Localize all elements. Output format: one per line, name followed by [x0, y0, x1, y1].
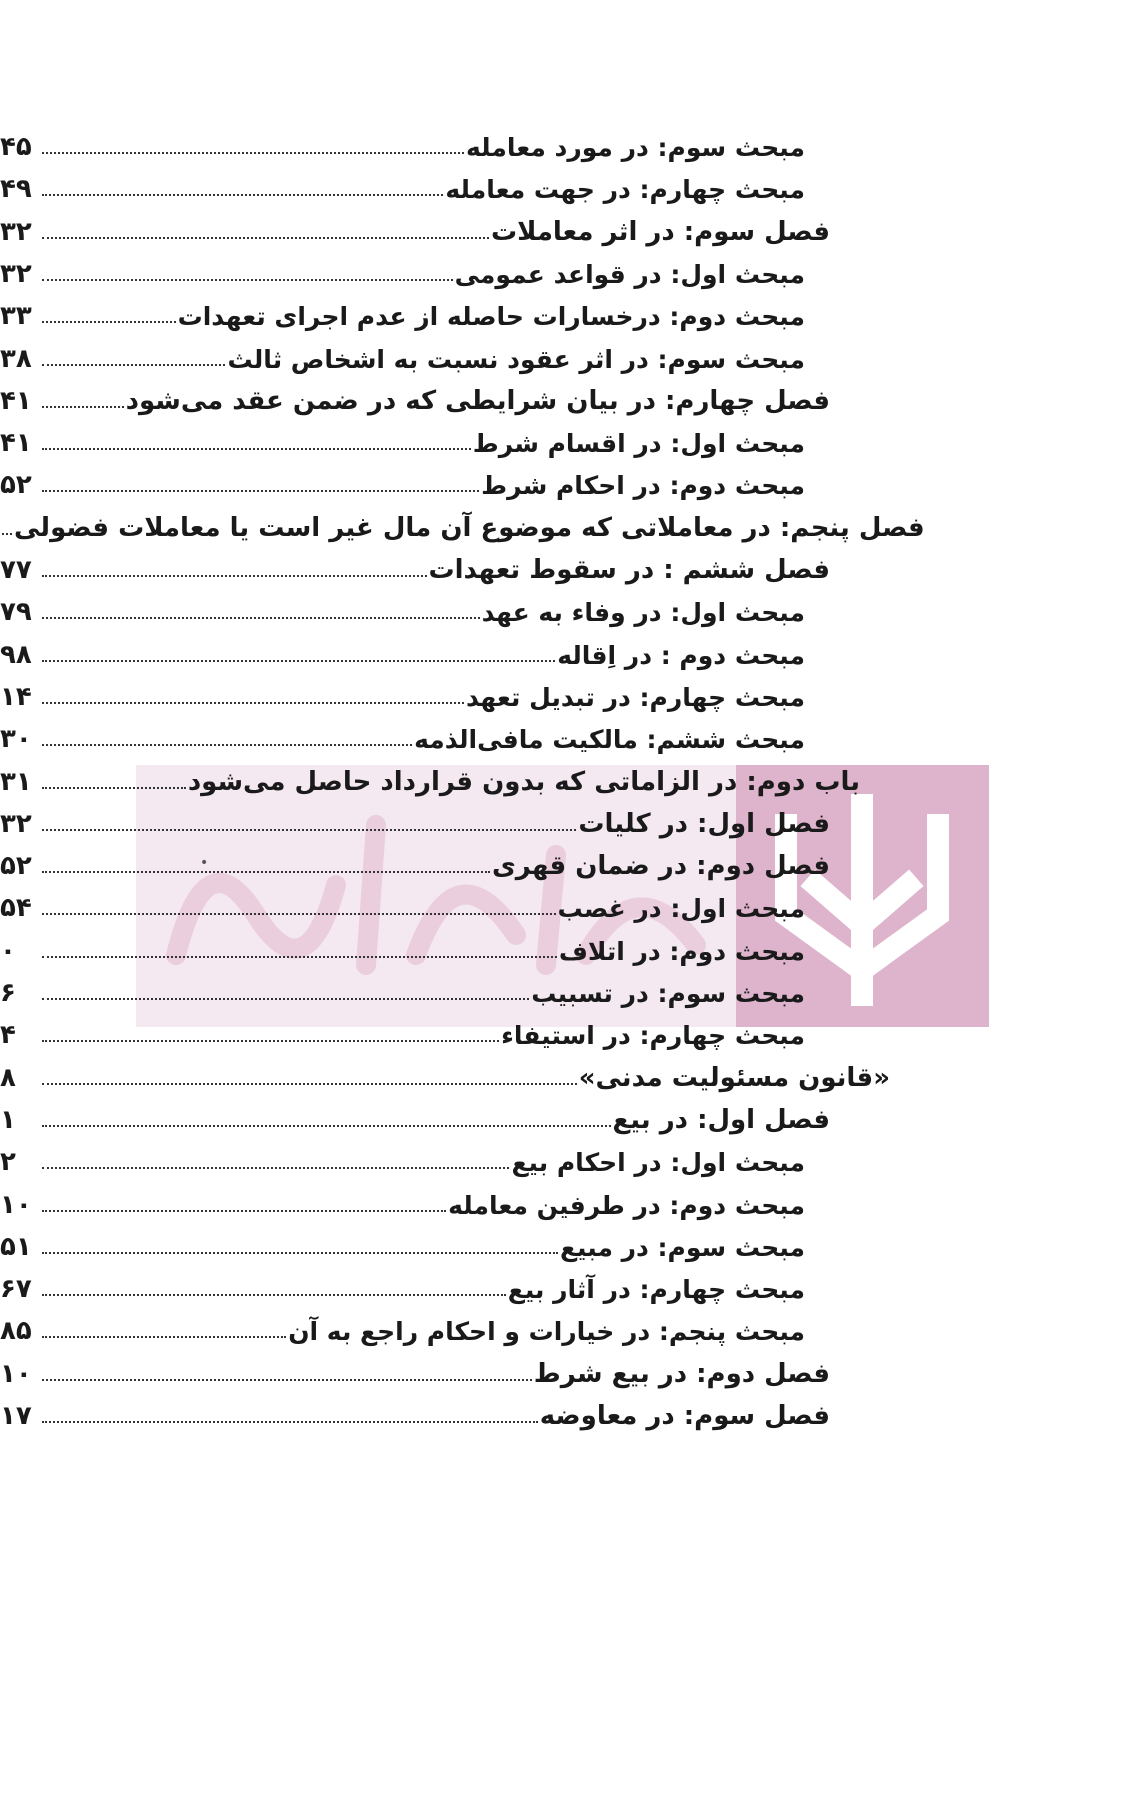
- toc-entry[interactable]: [0, 710, 805, 756]
- toc-page-number: ۳۳: [0, 301, 32, 332]
- toc-page-number: ۳۲: [0, 258, 32, 289]
- toc-entry[interactable]: [0, 1006, 805, 1052]
- toc-label: فصل چهارم: در بیان شرایطی که در ضمن عقد می‌شود: [125, 385, 830, 416]
- toc-entry[interactable]: [0, 964, 805, 1010]
- toc-leader-dots: [42, 152, 464, 154]
- toc-page-number: ۹۸: [0, 639, 32, 670]
- toc-entry[interactable]: [0, 753, 860, 799]
- toc-leader-dots: [42, 829, 576, 831]
- toc-entry[interactable]: [0, 330, 805, 376]
- toc-label: فصل اول: در بیع: [612, 1104, 830, 1135]
- toc-leader-dots: [42, 1167, 509, 1169]
- toc-label: مبحث دوم: درخسارات حاصله از عدم اجرای تعهدات: [177, 302, 805, 332]
- toc-label: مبحث اول: در اقسام شرط: [472, 429, 805, 459]
- toc-entry[interactable]: [0, 1218, 805, 1264]
- toc-leader-dots: [42, 1379, 532, 1381]
- toc-entry[interactable]: [0, 456, 805, 502]
- toc-leader-dots: [42, 1421, 538, 1423]
- toc-page-number: ۵۲: [0, 851, 32, 882]
- toc-page-number: ۱۰: [0, 1358, 32, 1389]
- toc-page-number: ۳۲: [0, 808, 32, 839]
- toc-leader-dots: [42, 787, 186, 789]
- toc-entry[interactable]: [0, 1260, 805, 1306]
- toc-page-number: ۳۱: [0, 766, 32, 797]
- toc-entry[interactable]: [0, 203, 830, 249]
- toc-page-number: ۱۷: [0, 1401, 32, 1431]
- toc-leader-dots: [42, 1040, 499, 1042]
- toc-label: مبحث سوم: در تسبیب: [531, 979, 805, 1008]
- toc-leader-dots: [42, 364, 225, 366]
- toc-leader-dots: [42, 998, 529, 1000]
- toc-leader-dots: [42, 913, 556, 915]
- toc-page-number: ۵۲: [0, 470, 32, 501]
- toc-label: مبحث چهارم: در تبدیل تعهد: [465, 682, 805, 712]
- toc-page-number: ۲: [0, 1147, 16, 1178]
- toc-label: فصل سوم: در معاوضه: [539, 1401, 830, 1431]
- toc-label: فصل دوم: در بیع شرط: [533, 1358, 830, 1389]
- toc-leader-dots: [42, 1083, 577, 1085]
- toc-label: مبحث سوم: در اثر عقود نسبت به اشخاص ثالث: [227, 344, 805, 374]
- toc-page-number: ۶۷: [0, 1274, 32, 1305]
- toc-leader-dots: [42, 660, 555, 662]
- toc-entry[interactable]: [0, 879, 805, 925]
- toc-entry[interactable]: [0, 1387, 830, 1433]
- toc-page-number: ۴: [0, 1020, 16, 1051]
- toc-leader-dots: [42, 406, 124, 408]
- toc-page-number: ۱۴: [0, 681, 32, 712]
- toc-label: فصل دوم: در ضمان قهری: [491, 851, 830, 882]
- toc-page-number: ۳۰: [0, 724, 32, 755]
- toc-entry[interactable]: [0, 414, 805, 460]
- toc-page-number: ۸۵: [0, 1316, 32, 1347]
- toc-leader-dots: [42, 575, 427, 577]
- toc-page-number: ۱: [0, 1104, 16, 1135]
- toc-label: مبحث دوم : در اِقاله: [557, 640, 805, 670]
- toc-label: «قانون مسئولیت مدنی»: [578, 1062, 890, 1093]
- toc-leader-dots: [42, 617, 480, 619]
- toc-page-number: ۴۱: [0, 428, 32, 459]
- toc-label: مبحث دوم: در طرفین معامله: [448, 1190, 805, 1220]
- toc-entry[interactable]: [0, 160, 805, 206]
- toc-page-number: ۰: [0, 935, 16, 966]
- toc-entry[interactable]: [0, 1049, 890, 1095]
- toc-leader-dots: [42, 194, 443, 196]
- toc-leader-dots: [42, 237, 489, 239]
- toc-entry[interactable]: [0, 245, 805, 291]
- toc-leader-dots: [42, 1294, 506, 1296]
- toc-page-number: ۶: [0, 978, 16, 1008]
- toc-label: فصل سوم: در اثر معاملات: [490, 216, 830, 247]
- toc-label: فصل اول: در کلیات: [578, 808, 830, 839]
- toc-page-number: ۴۵: [0, 132, 32, 162]
- toc-entry[interactable]: [0, 372, 830, 418]
- toc-label: مبحث دوم: در اتلاف: [558, 936, 805, 966]
- toc-entry[interactable]: [0, 668, 805, 714]
- toc-page-number: ۴۱: [0, 385, 32, 416]
- toc-page-number: ۷۷: [0, 555, 32, 585]
- toc-label: مبحث چهارم: در آثار بیع: [507, 1275, 805, 1305]
- toc-entry[interactable]: [0, 1133, 805, 1179]
- toc-entry[interactable]: [0, 583, 805, 629]
- toc-leader-dots: [42, 702, 464, 704]
- toc-leader-dots: [42, 744, 412, 746]
- toc-entry[interactable]: [0, 795, 830, 841]
- toc-page-number: ۷۹: [0, 597, 32, 628]
- toc-leader-dots: [42, 956, 557, 958]
- stray-mark: •: [200, 855, 209, 871]
- toc-leader-dots: [42, 321, 176, 323]
- toc-leader-dots: [42, 1125, 611, 1127]
- toc-entry[interactable]: [0, 1091, 830, 1137]
- toc-entry[interactable]: [0, 499, 925, 545]
- toc-entry[interactable]: [0, 1345, 830, 1391]
- toc-label: فصل ششم : در سقوط تعهدات: [428, 555, 830, 585]
- toc-leader-dots: [42, 1210, 446, 1212]
- toc-leader-dots: [42, 1252, 558, 1254]
- toc-entry[interactable]: [0, 118, 805, 164]
- toc-leader-dots: [42, 279, 453, 281]
- toc-leader-dots: [42, 490, 479, 492]
- toc-page-number: ۳۸: [0, 343, 32, 374]
- toc-page-number: ۸: [0, 1062, 16, 1093]
- toc-page-number: ۵۴: [0, 893, 32, 924]
- toc-leader-dots: [42, 1336, 286, 1338]
- toc-entry[interactable]: [0, 1176, 805, 1222]
- toc-label: مبحث اول: در احکام بیع: [511, 1148, 805, 1178]
- toc-entry[interactable]: [0, 1302, 805, 1348]
- toc-label: مبحث پنجم: در خیارات و احکام راجع به آن: [288, 1317, 805, 1347]
- toc-entry[interactable]: [0, 922, 805, 968]
- toc-page-number: ۴۹: [0, 174, 32, 205]
- toc-label: مبحث اول: در وفاء به عهد: [481, 598, 805, 628]
- toc-leader-dots: [42, 448, 471, 450]
- toc-page-number: ۵۱: [0, 1231, 32, 1262]
- toc-label: مبحث اول: در غصب: [557, 894, 805, 924]
- toc-entry[interactable]: [0, 837, 830, 883]
- toc-leader-dots: [42, 871, 490, 873]
- toc-page-number: ۳۲: [0, 216, 32, 247]
- toc-label: مبحث ششم: مالکیت مافی‌الذمه: [414, 725, 805, 755]
- toc-label: مبحث اول: در قواعد عمومی: [454, 259, 805, 289]
- toc-label: مبحث چهارم: در جهت معامله: [445, 175, 805, 205]
- toc-label: مبحث دوم: در احکام شرط: [481, 471, 805, 501]
- toc-entry[interactable]: [0, 541, 830, 587]
- toc-label: مبحث سوم: در مورد معامله: [466, 133, 805, 162]
- toc-label: مبحث سوم: در مبیع: [559, 1232, 805, 1262]
- toc-entry[interactable]: [0, 287, 805, 333]
- toc-entry[interactable]: [0, 626, 805, 672]
- toc-leader-dots: [2, 533, 12, 535]
- toc-label: فصل پنجم: در معاملاتی که موضوع آن مال غیر است یا معاملات فضولی: [14, 512, 925, 543]
- toc-page-number: ۱۰: [0, 1189, 32, 1220]
- toc-label: مبحث چهارم: در استیفاء: [501, 1021, 805, 1051]
- toc-label: باب دوم: در الزاماتی که بدون قرارداد حاصل می‌شود: [187, 766, 860, 797]
